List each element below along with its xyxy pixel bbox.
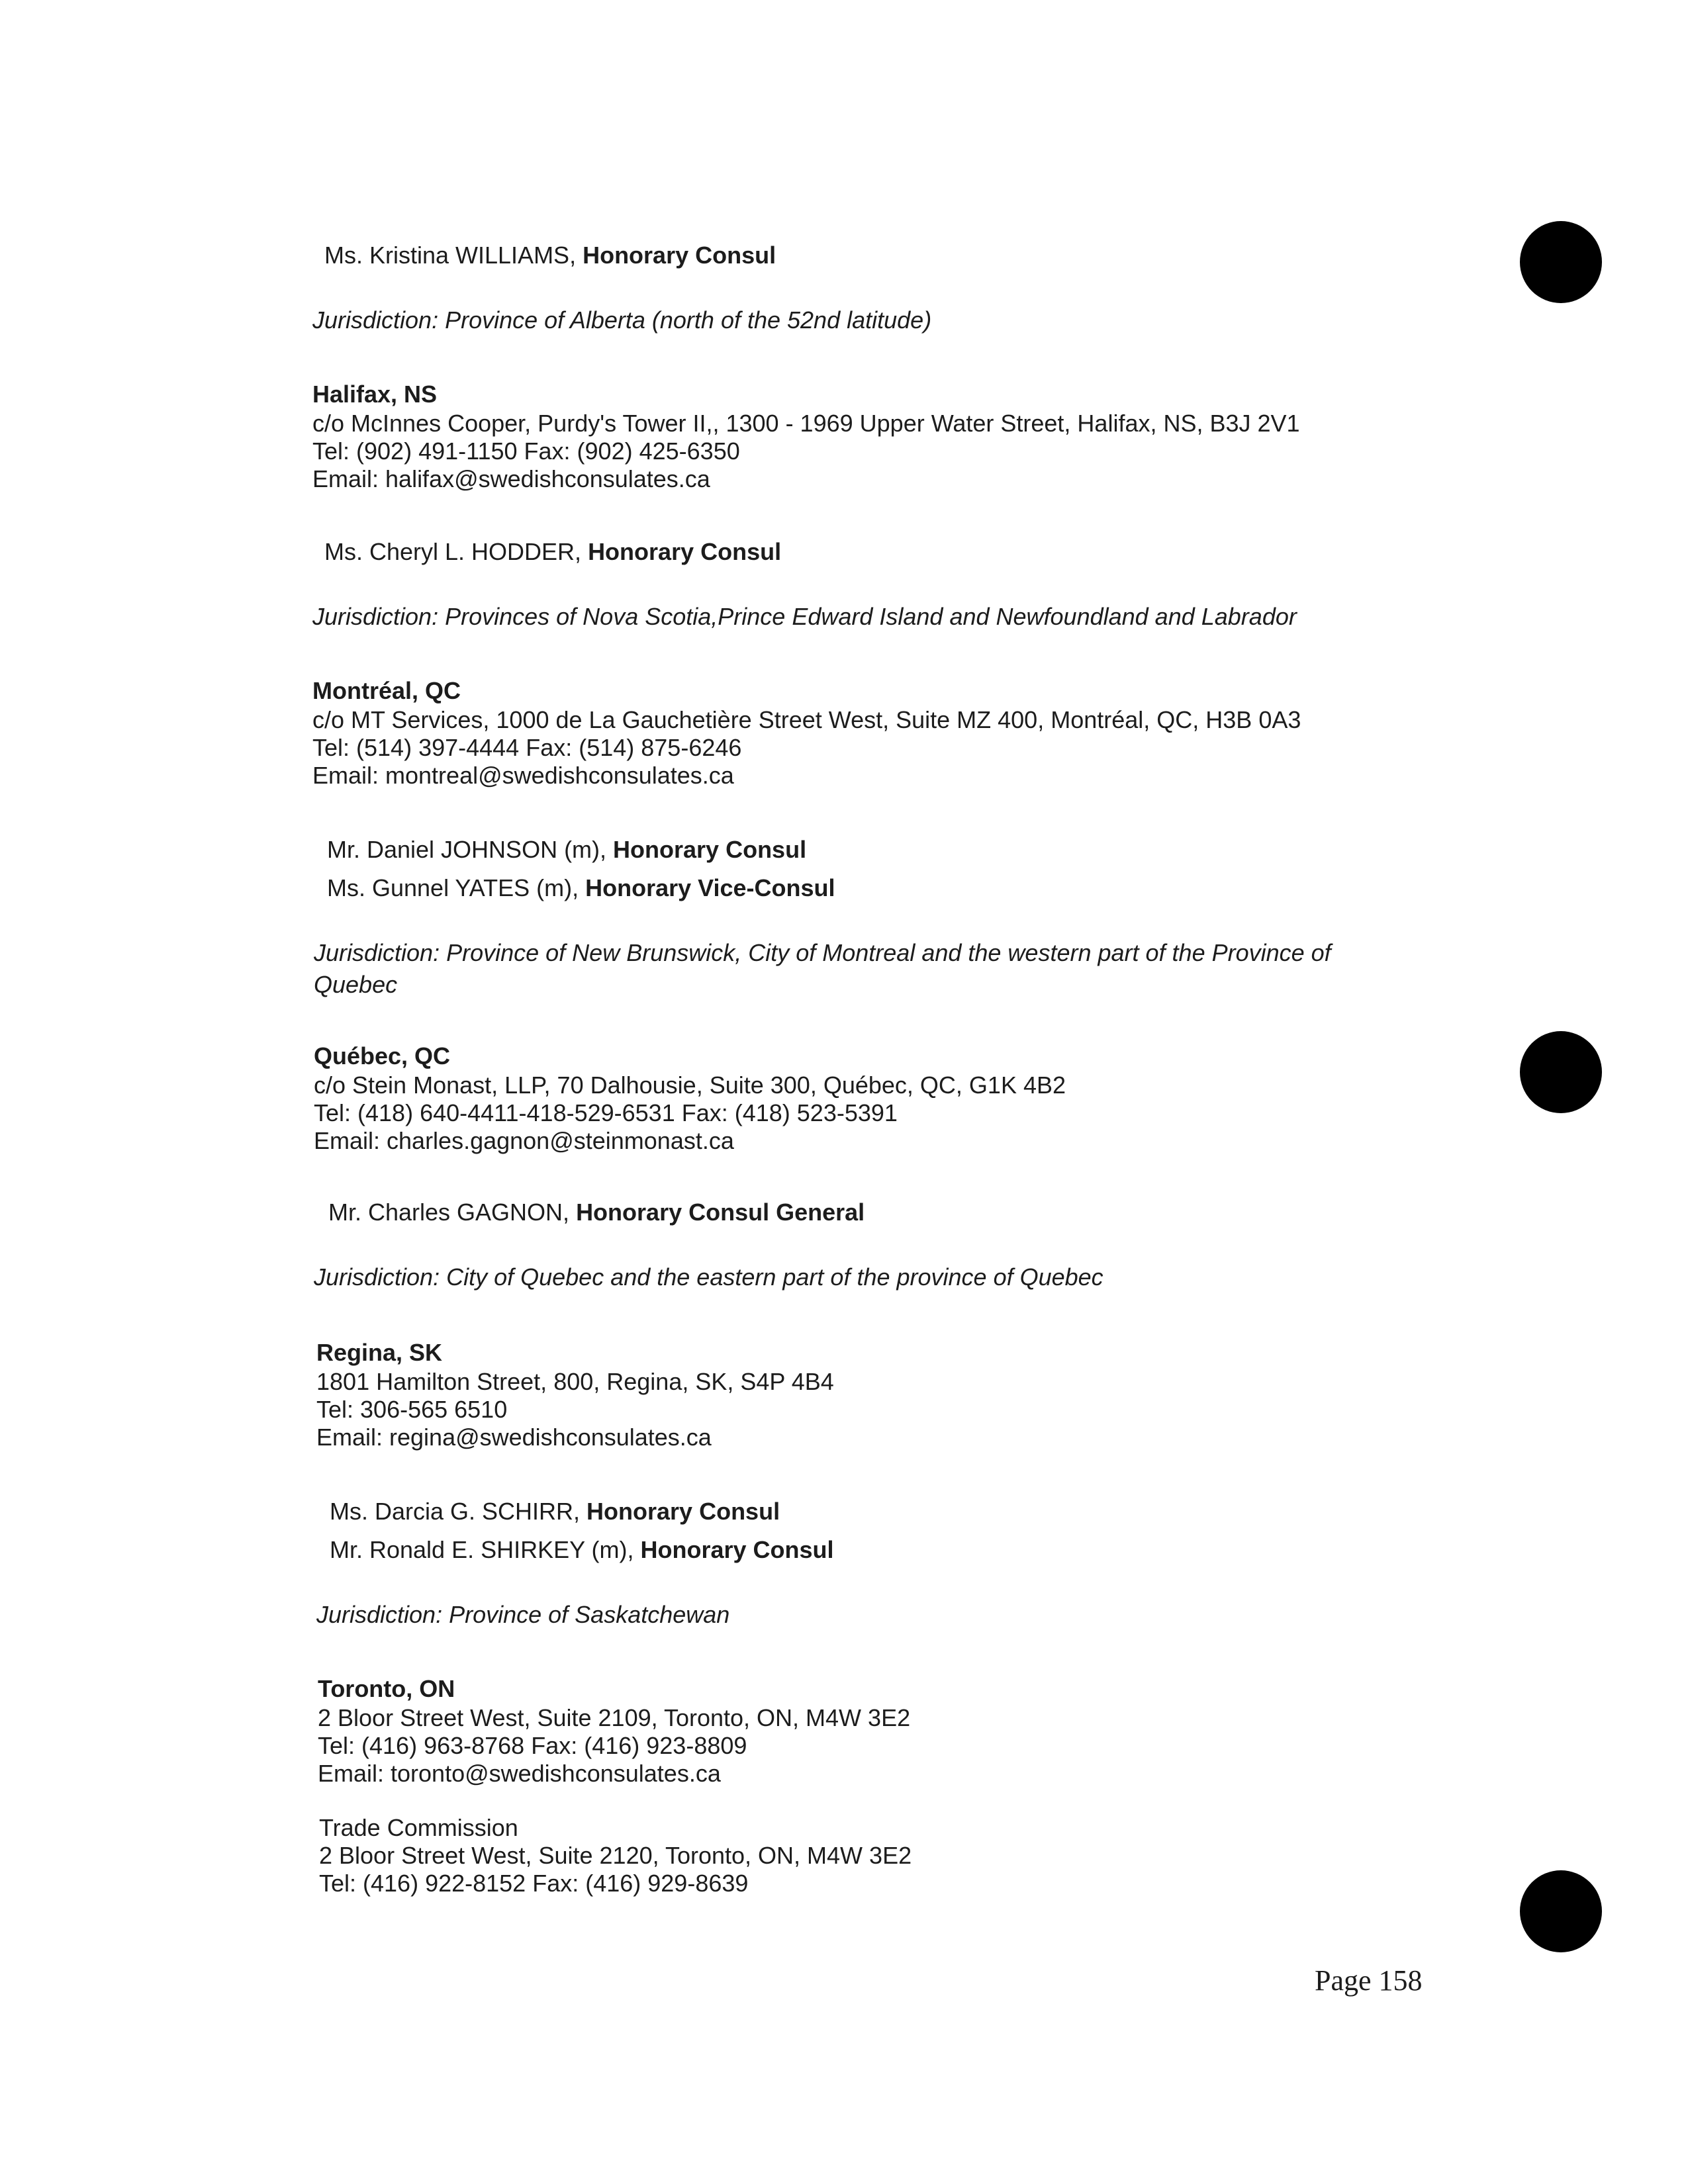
person-name: Mr. Daniel JOHNSON (m), (327, 836, 614, 863)
person-title: Honorary Consul General (576, 1199, 865, 1226)
jurisdiction-label: Jurisdiction: (314, 939, 440, 966)
regina-address: 1801 Hamilton Street, 800, Regina, SK, S4P 4B4 (316, 1368, 834, 1395)
toronto-email: Email: toronto@swedishconsulates.ca (318, 1760, 721, 1787)
jurisdiction-label: Jurisdiction: (312, 603, 439, 630)
halifax-email: Email: halifax@swedishconsulates.ca (312, 465, 710, 492)
jurisdiction-label: Jurisdiction: (316, 1601, 443, 1628)
quebec-person (328, 1198, 865, 1227)
person-name: Ms. Darcia G. SCHIRR, (330, 1498, 587, 1525)
toronto-city-heading: Toronto, ON (318, 1675, 455, 1702)
jurisdiction-text: City of Quebec and the eastern part of the province of Quebec (440, 1263, 1103, 1291)
montreal-address: c/o MT Services, 1000 de La Gauchetière Street West, Suite MZ 400, Montréal, QC, H3B 0A3 (312, 706, 1301, 733)
quebec-tel: Tel: (418) 640-4411-418-529-6531 Fax: (418) 523-5391 (314, 1099, 898, 1126)
person-title: Honorary Consul (583, 242, 776, 269)
punch-hole-bottom (1520, 1870, 1602, 1952)
montreal-tel: Tel: (514) 397-4444 Fax: (514) 875-6246 (312, 734, 742, 761)
person-name: Mr. Charles GAGNON, (328, 1199, 577, 1226)
montreal-jurisdiction (314, 938, 1331, 968)
montreal-city-heading: Montréal, QC (312, 677, 461, 704)
person-name: Ms. Kristina WILLIAMS, (324, 242, 583, 269)
toronto-tel: Tel: (416) 963-8768 Fax: (416) 923-8809 (318, 1732, 747, 1759)
punch-hole-middle (1520, 1031, 1602, 1113)
quebec-jurisdiction (314, 1263, 1103, 1292)
person-name: Ms. Gunnel YATES (m), (327, 874, 586, 901)
jurisdiction-label: Jurisdiction: (312, 306, 439, 334)
page-number: Page 158 (1315, 1964, 1423, 1997)
regina-city-heading: Regina, SK (316, 1339, 443, 1366)
person-title: Honorary Consul (640, 1536, 834, 1563)
toronto-trade-address: 2 Bloor Street West, Suite 2120, Toronto, ON, M4W 3E2 (319, 1842, 912, 1869)
toronto-trade-tel: Tel: (416) 922-8152 Fax: (416) 929-8639 (319, 1870, 749, 1897)
jurisdiction-label: Jurisdiction: (314, 1263, 440, 1291)
toronto-trade-commission-label: Trade Commission (319, 1814, 518, 1841)
halifax-address: c/o McInnes Cooper, Purdy's Tower II,, 1300 - 1969 Upper Water Street, Halifax, NS, B3J 2V1 (312, 410, 1300, 437)
halifax-jurisdiction (312, 602, 1297, 631)
williams-jurisdiction (312, 306, 931, 335)
jurisdiction-text: Provinces of Nova Scotia,Prince Edward Island and Newfoundland and Labrador (438, 603, 1297, 630)
person-title: Honorary Consul (588, 538, 782, 565)
regina-tel: Tel: 306-565 6510 (316, 1396, 508, 1423)
quebec-email: Email: charles.gagnon@steinmonast.ca (314, 1127, 734, 1154)
person-title: Honorary Consul (586, 1498, 780, 1525)
halifax-person (324, 537, 781, 567)
person-name: Ms. Cheryl L. HODDER, (324, 538, 588, 565)
regina-person-2 (330, 1535, 834, 1565)
person-name: Mr. Ronald E. SHIRKEY (m), (330, 1536, 641, 1563)
halifax-city-heading: Halifax, NS (312, 381, 438, 408)
jurisdiction-text: Province of Saskatchewan (442, 1601, 730, 1628)
halifax-tel: Tel: (902) 491-1150 Fax: (902) 425-6350 (312, 437, 740, 465)
regina-email: Email: regina@swedishconsulates.ca (316, 1424, 712, 1451)
regina-person-1 (330, 1497, 780, 1526)
punch-hole-top (1520, 221, 1602, 303)
montreal-person-1 (327, 835, 806, 864)
montreal-person-2 (327, 874, 835, 903)
montreal-email: Email: montreal@swedishconsulates.ca (312, 762, 734, 789)
toronto-address: 2 Bloor Street West, Suite 2109, Toronto, ON, M4W 3E2 (318, 1704, 911, 1731)
quebec-city-heading: Québec, QC (314, 1042, 451, 1069)
jurisdiction-text: Province of New Brunswick, City of Montreal and the western part of the Province of (440, 939, 1331, 966)
quebec-address: c/o Stein Monast, LLP, 70 Dalhousie, Suite 300, Québec, QC, G1K 4B2 (314, 1071, 1066, 1099)
montreal-jurisdiction-continued: Quebec (314, 971, 398, 998)
williams-person (324, 241, 776, 270)
jurisdiction-text: Province of Alberta (north of the 52nd latitude) (438, 306, 932, 334)
regina-jurisdiction (316, 1600, 729, 1629)
person-title: Honorary Vice-Consul (585, 874, 835, 901)
person-title: Honorary Consul (613, 836, 807, 863)
